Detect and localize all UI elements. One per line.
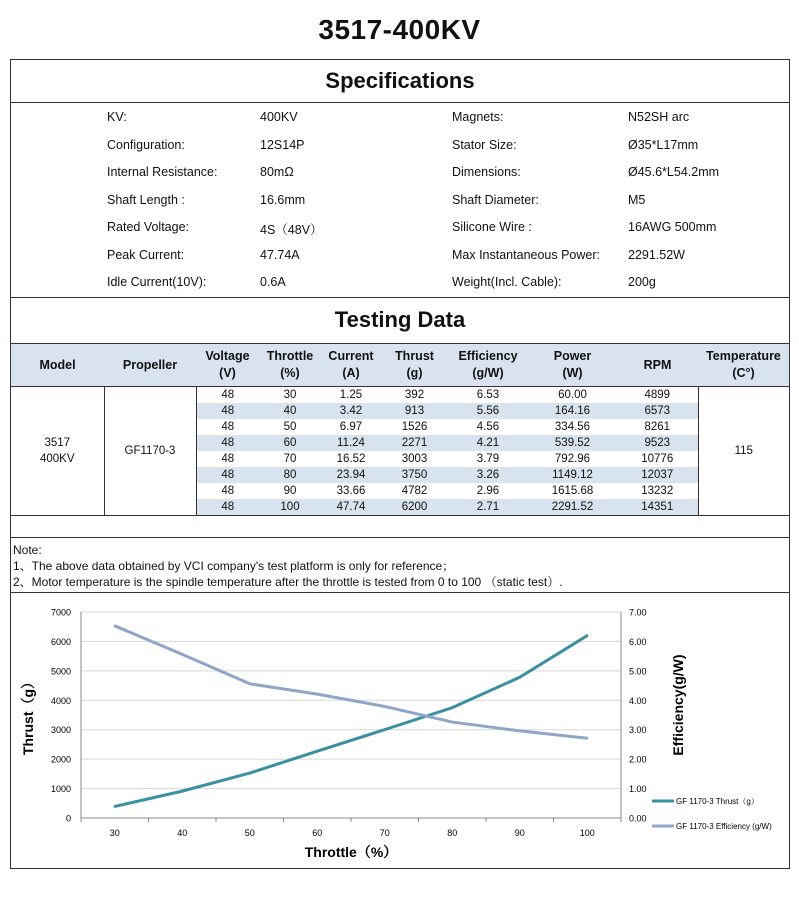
x-tick-label: 30 [109, 828, 120, 838]
column-header [321, 344, 381, 387]
spec-value-right: N52SH arc [628, 110, 690, 124]
spec-value-right: 16AWG 500mm [628, 220, 717, 234]
spec-value-left: 16.6mm [260, 192, 306, 207]
table-cell: 3.42 [321, 403, 381, 419]
propeller-cell: GF1170-3 [104, 387, 196, 516]
data-point [586, 634, 588, 636]
column-header [11, 344, 104, 387]
spec-label-right: Magnets: [452, 110, 504, 124]
data-point [451, 721, 453, 723]
performance-chart [11, 594, 789, 873]
y-tick-label-left: 1000 [50, 784, 71, 795]
x-axis-title: Throttle（%） [304, 844, 398, 860]
legend-label: GF 1170-3 Thrust（g） [676, 797, 759, 806]
x-tick-label: 50 [244, 828, 255, 838]
table-cell: 48 [196, 419, 259, 435]
table-cell: 50 [283, 421, 297, 433]
efficiency-series-line [115, 626, 588, 738]
model-name: 400KV [39, 453, 75, 465]
data-point [249, 772, 251, 774]
spec-value-left: 4S（48V） [260, 223, 323, 237]
table-cell: 48 [196, 387, 259, 404]
spec-label-left: Internal Resistance: [107, 165, 218, 179]
spec-label-left: Peak Current: [107, 247, 185, 262]
table-cell: 13232 [617, 483, 698, 499]
table-cell: 80 [259, 467, 321, 483]
column-header-label: Thrust [395, 349, 434, 363]
table-cell: 70 [283, 453, 297, 465]
column-header-unit: (A) [342, 366, 360, 380]
model-name: 3517 [44, 437, 71, 449]
table-row [11, 387, 789, 404]
table-cell: 1526 [401, 421, 428, 433]
note-2: 2、Motor temperature is the spindle temperature after the throttle is tested from 0 to 100 （static test）. [13, 575, 563, 589]
x-tick-label: 80 [447, 828, 458, 838]
data-point [384, 728, 386, 730]
y-tick-label-left: 0 [65, 813, 71, 824]
spec-value-right: 200g [628, 275, 656, 289]
spec-value-left: 12S14P [260, 137, 305, 152]
table-cell: 48 [196, 435, 259, 451]
spec-label-left: Configuration: [107, 137, 185, 152]
column-header-label: RPM [643, 357, 672, 372]
y-tick-label-left: 6000 [50, 636, 71, 647]
spec-value-right: Ø35*L17mm [628, 137, 699, 152]
table-cell: 11.24 [321, 435, 381, 451]
note-1: 1、The above data obtained by VCI company's test platform is only for reference； [13, 559, 455, 573]
y-tick-label-right: 5.00 [629, 666, 647, 677]
column-header-label: Throttle [266, 349, 314, 363]
column-header-label: Efficiency [458, 349, 518, 363]
table-cell: 4899 [617, 387, 698, 404]
data-point [181, 653, 183, 655]
data-point [181, 790, 183, 792]
table-cell: 8261 [617, 419, 698, 435]
column-header [617, 344, 698, 387]
column-header [381, 344, 448, 387]
table-cell: 60 [259, 435, 321, 451]
spec-value-left: 0.6A [260, 275, 286, 289]
column-header-unit: (g/W) [472, 366, 504, 380]
x-tick-label: 100 [579, 828, 595, 838]
table-cell: 2291.52 [528, 499, 617, 516]
y-tick-label-left: 7000 [50, 607, 71, 618]
spec-label-right: Stator Size: [452, 137, 517, 152]
divider [11, 537, 789, 538]
chart-svg [11, 594, 789, 868]
spec-value-right: M5 [628, 192, 646, 207]
y-tick-label-right: 7.00 [629, 607, 647, 618]
divider [11, 592, 789, 593]
y-tick-label-left: 2000 [50, 754, 71, 765]
x-tick-label: 70 [379, 828, 390, 838]
testing-heading: Testing Data [334, 307, 466, 332]
table-cell: 47.74 [321, 499, 381, 516]
spec-label-right: Shaft Diameter: [452, 192, 539, 207]
column-header [528, 344, 617, 387]
y-tick-label-left: 5000 [50, 666, 71, 677]
spec-value-right: Ø45.6*L54.2mm [628, 165, 720, 179]
spec-value-left: 47.74A [260, 247, 300, 262]
table-cell: 392 [404, 389, 425, 401]
spec-label-left: Rated Voltage: [107, 220, 190, 234]
y-tick-label-right: 3.00 [629, 725, 647, 736]
table-cell: 6.53 [476, 389, 500, 401]
table-cell: 10776 [617, 451, 698, 467]
data-point [519, 730, 521, 732]
column-header [196, 344, 259, 387]
table-cell: 3750 [381, 467, 448, 483]
table-cell: 1.25 [339, 389, 363, 401]
spec-value-right: 2291.52W [628, 247, 685, 262]
table-cell: 60.00 [558, 389, 587, 401]
spec-label-right: Dimensions: [452, 165, 521, 179]
table-cell: 14351 [617, 499, 698, 516]
spec-sheet [10, 59, 790, 869]
column-header-unit: (%) [280, 366, 300, 380]
y-tick-label-right: 6.00 [629, 636, 647, 647]
spec-label-left: Shaft Length : [107, 192, 185, 207]
column-header-label: Power [553, 349, 592, 363]
spec-label-left: Idle Current(10V): [107, 275, 207, 289]
column-header [104, 344, 196, 387]
table-cell: 539.52 [528, 435, 617, 451]
table-cell: 4.21 [448, 435, 528, 451]
y-axis-title-right: Efficiency(g/W) [670, 654, 686, 756]
notes-title: Note: [13, 543, 42, 557]
column-header [448, 344, 528, 387]
column-header-unit: (W) [562, 366, 583, 380]
column-header [698, 344, 789, 387]
column-header-label: Current [328, 349, 374, 363]
page-title: 3517-400KV [318, 14, 481, 45]
table-cell: 33.66 [336, 485, 366, 497]
table-cell: 1149.12 [528, 467, 617, 483]
table-cell: 4.56 [476, 421, 500, 433]
column-header-unit: (C°) [732, 366, 755, 380]
spec-value-left: 80mΩ [260, 165, 294, 179]
column-header-label: Voltage [205, 349, 250, 363]
data-point [384, 705, 386, 707]
data-point [451, 706, 453, 708]
column-header-unit: (V) [219, 366, 236, 380]
table-cell: 6.97 [339, 421, 363, 433]
y-tick-label-right: 1.00 [629, 784, 647, 795]
table-cell: 40 [259, 403, 321, 419]
data-point [114, 625, 116, 627]
table-cell: 12037 [617, 467, 698, 483]
temperature-cell: 115 [698, 387, 789, 516]
table-cell: 3.26 [448, 467, 528, 483]
table-cell: 48 [196, 451, 259, 467]
table-cell: 90 [283, 485, 297, 497]
table-cell: 48 [196, 483, 259, 499]
table-cell: 4782 [401, 485, 428, 497]
data-point [316, 750, 318, 752]
spec-label-right: Silicone Wire : [452, 220, 532, 234]
column-header-label: Temperature [706, 349, 781, 363]
table-cell: 3.79 [476, 453, 500, 465]
data-point [114, 805, 116, 807]
table-cell: 334.56 [554, 421, 591, 433]
spec-value-left: 400KV [260, 110, 298, 124]
table-cell: 164.16 [528, 403, 617, 419]
specifications-heading: Specifications [325, 68, 475, 93]
x-tick-label: 40 [177, 828, 188, 838]
y-tick-label-right: 0.00 [629, 813, 647, 824]
data-point [519, 676, 521, 678]
table-cell: 1615.68 [551, 485, 594, 497]
table-cell: 2.71 [448, 499, 528, 516]
table-cell: 16.52 [336, 453, 366, 465]
table-cell: 48 [196, 403, 259, 419]
y-tick-label-left: 4000 [50, 695, 71, 706]
table-cell: 100 [259, 499, 321, 516]
column-header-label: Model [39, 357, 76, 372]
table-cell: 913 [381, 403, 448, 419]
table-cell: 5.56 [448, 403, 528, 419]
y-tick-label-right: 2.00 [629, 754, 647, 765]
divider [11, 297, 789, 298]
column-header-label: Propeller [122, 357, 178, 372]
column-header [259, 344, 321, 387]
spec-label-right: Weight(Incl. Cable): [452, 275, 562, 289]
x-tick-label: 90 [514, 828, 525, 838]
column-header-unit: (g) [406, 366, 423, 380]
notes [13, 542, 563, 590]
y-tick-label-left: 3000 [50, 725, 71, 736]
table-header-row [11, 344, 789, 387]
data-point [586, 737, 588, 739]
table-cell: 30 [283, 389, 297, 401]
divider [11, 102, 789, 103]
spec-label-left: KV: [107, 110, 127, 124]
spec-label-right: Max Instantaneous Power: [452, 247, 600, 262]
x-tick-label: 60 [312, 828, 323, 838]
thrust-series-line [115, 636, 588, 807]
data-point [316, 693, 318, 695]
table-cell: 6200 [381, 499, 448, 516]
table-cell: 23.94 [321, 467, 381, 483]
table-cell: 48 [196, 499, 259, 516]
table-cell: 792.96 [554, 453, 591, 465]
data-point [249, 683, 251, 685]
y-tick-label-right: 4.00 [629, 695, 647, 706]
testing-table [11, 343, 789, 516]
table-cell: 6573 [617, 403, 698, 419]
table-cell: 48 [196, 467, 259, 483]
table-cell: 2.96 [476, 485, 500, 497]
legend-label: GF 1170-3 Efficiency (g/W) [676, 822, 772, 831]
table-cell: 2271 [381, 435, 448, 451]
model-cell [11, 387, 104, 516]
table-cell: 3003 [401, 453, 428, 465]
table-cell: 9523 [617, 435, 698, 451]
y-axis-title-left: Thrust（g） [20, 674, 36, 756]
